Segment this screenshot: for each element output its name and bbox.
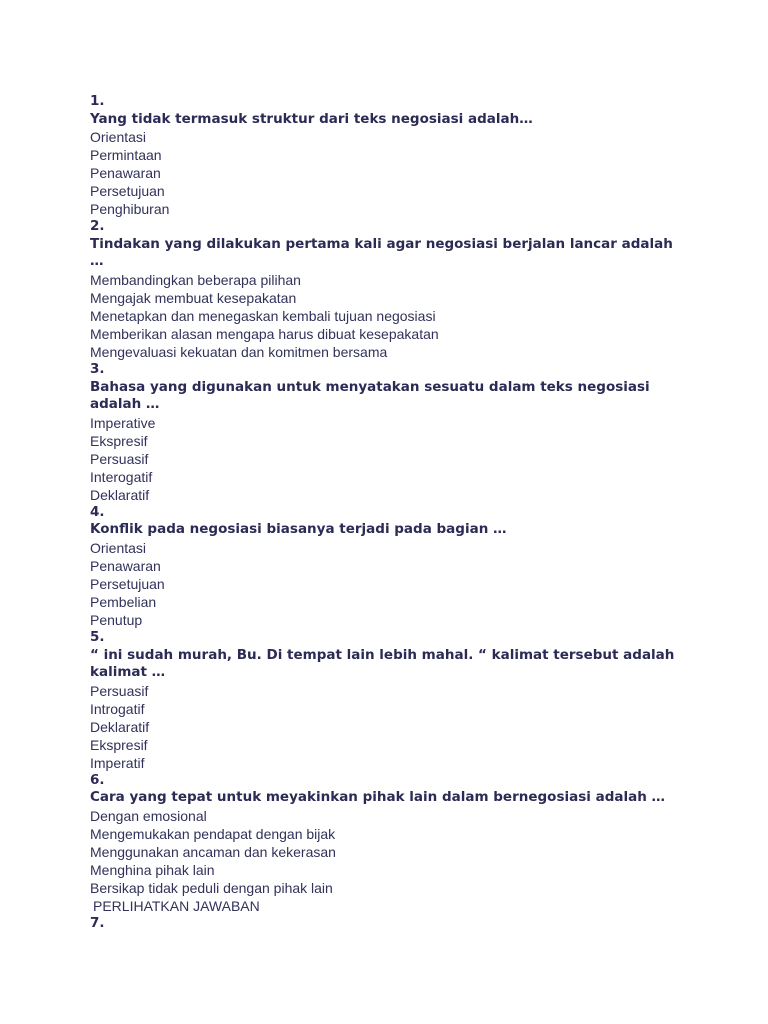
answer-option: Deklaratif — [90, 486, 150, 503]
question-block — [90, 218, 690, 361]
answer-option: Introgatif — [90, 700, 145, 717]
question-block — [90, 93, 690, 218]
question-block — [90, 772, 690, 915]
answer-option: Penawaran — [90, 557, 161, 574]
answer-option: Mengevaluasi kekuatan dan komitmen bersama — [90, 343, 388, 360]
question-text: Cara yang tepat untuk meyakinkan pihak lain dalam bernegosiasi adalah … — [90, 789, 666, 806]
answer-option: Membandingkan beberapa pilihan — [90, 271, 301, 288]
answer-option: Mengajak membuat kesepakatan — [90, 289, 297, 306]
answer-option: Ekspresif — [90, 736, 148, 753]
question-number: 4. — [90, 503, 105, 520]
question-text: Yang tidak termasuk struktur dari teks negosiasi adalah… — [90, 110, 533, 127]
answer-option: Memberikan alasan mengapa harus dibuat kesepakatan — [90, 325, 439, 342]
question-number: 5. — [90, 628, 105, 645]
question-text: Bahasa yang digunakan untuk menyatakan sesuatu dalam teks negosiasi adalah … — [90, 378, 650, 413]
question-number: 2. — [90, 218, 105, 235]
answer-option: Penutup — [90, 611, 143, 628]
question-number: 3. — [90, 360, 105, 377]
answer-option: Persuasif — [90, 450, 149, 467]
question-number: 7. — [90, 914, 105, 931]
answer-option: Pembelian — [90, 593, 157, 610]
answer-option: Interogatif — [90, 468, 153, 485]
answer-option: Persuasif — [90, 682, 149, 699]
answer-option: Mengemukakan pendapat dengan bijak — [90, 825, 336, 842]
question-block — [90, 629, 690, 772]
answer-option: Penghiburan — [90, 201, 170, 218]
answer-option: Orientasi — [90, 129, 147, 146]
quiz-document — [90, 93, 690, 933]
answer-option: Dengan emosional — [90, 807, 207, 824]
answer-option: Persetujuan — [90, 575, 165, 592]
question-block — [90, 915, 690, 933]
question-number: 6. — [90, 771, 105, 788]
answer-option: Menghina pihak lain — [90, 861, 215, 878]
show-answer-link[interactable]: PERLIHATKAN JAWABAN — [93, 897, 260, 914]
answer-option: Bersikap tidak peduli dengan pihak lain — [90, 879, 333, 896]
question-text: Konflik pada negosiasi biasanya terjadi pada bagian … — [90, 521, 507, 538]
answer-option: Menggunakan ancaman dan kekerasan — [90, 843, 336, 860]
question-text: Tindakan yang dilakukan pertama kali agar negosiasi berjalan lancar adalah … — [90, 235, 673, 270]
answer-option: Orientasi — [90, 539, 147, 556]
question-block — [90, 504, 690, 629]
question-text: “ ini sudah murah, Bu. Di tempat lain lebih mahal. “ kalimat tersebut adalah kalimat … — [90, 646, 675, 681]
answer-option: Penawaran — [90, 165, 161, 182]
answer-option: Menetapkan dan menegaskan kembali tujuan negosiasi — [90, 307, 436, 324]
answer-option: Ekspresif — [90, 432, 148, 449]
answer-option: Imperatif — [90, 754, 145, 771]
question-number: 1. — [90, 93, 105, 109]
answer-option: Persetujuan — [90, 183, 165, 200]
answer-option: Permintaan — [90, 147, 162, 164]
answer-option: Deklaratif — [90, 718, 150, 735]
answer-option: Imperative — [90, 414, 156, 431]
question-block — [90, 361, 690, 504]
